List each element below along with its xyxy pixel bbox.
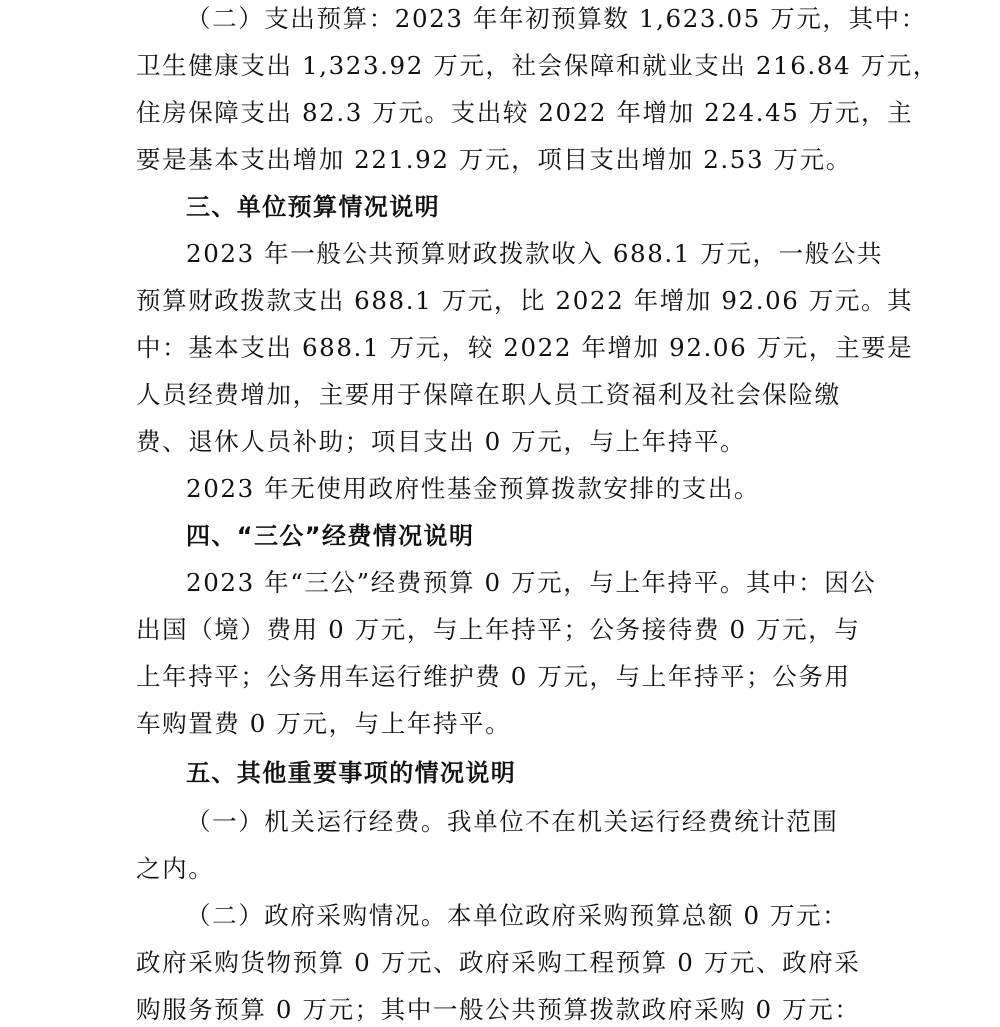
paragraph-operating-costs-line-2: 之内。: [136, 854, 215, 883]
paragraph-unit-budget-line-5: 费、退休人员补助；项目支出 0 万元，与上年持平。: [136, 427, 747, 456]
section-heading-3: 三、单位预算情况说明: [186, 193, 440, 221]
paragraph-unit-budget-line-4: 人员经费增加，主要用于保障在职人员工资福利及社会保险缴: [136, 380, 841, 409]
paragraph-expenditure-line-2: 卫生健康支出 1,323.92 万元，社会保障和就业支出 216.84 万元，: [136, 51, 939, 80]
paragraph-expenditure-line-3: 住房保障支出 82.3 万元。支出较 2022 年增加 224.45 万元，主: [136, 98, 914, 127]
paragraph-operating-costs-line-1: （一）机关运行经费。我单位不在机关运行经费统计范围: [186, 807, 839, 836]
paragraph-three-public-line-3: 上年持平；公务用车运行维护费 0 万元，与上年持平；公务用: [136, 662, 851, 691]
section-heading-5: 五、其他重要事项的情况说明: [186, 759, 517, 787]
paragraph-unit-budget-line-2: 预算财政拨款支出 688.1 万元，比 2022 年增加 92.06 万元。其: [136, 286, 914, 315]
paragraph-expenditure-line-1: （二）支出预算：2023 年年初预算数 1,623.05 万元，其中：: [186, 4, 927, 33]
paragraph-procurement-line-3: 购服务预算 0 万元；其中一般公共预算拨款政府采购 0 万元：: [136, 995, 861, 1024]
paragraph-three-public-line-1: 2023 年“三公”经费预算 0 万元，与上年持平。其中：因公: [186, 568, 877, 597]
paragraph-procurement-line-1: （二）政府采购情况。本单位政府采购预算总额 0 万元：: [186, 901, 849, 930]
paragraph-three-public-line-4: 车购置费 0 万元，与上年持平。: [136, 709, 512, 738]
paragraph-procurement-line-2: 政府采购货物预算 0 万元、政府采购工程预算 0 万元、政府采: [136, 948, 861, 977]
paragraph-unit-budget-line-3: 中：基本支出 688.1 万元，较 2022 年增加 92.06 万元，主要是: [136, 333, 914, 362]
paragraph-three-public-line-2: 出国（境）费用 0 万元，与上年持平；公务接待费 0 万元，与: [136, 615, 861, 644]
paragraph-expenditure-line-4: 要是基本支出增加 221.92 万元，项目支出增加 2.53 万元。: [136, 145, 852, 174]
paragraph-unit-budget-line-1: 2023 年一般公共预算财政拨款收入 688.1 万元，一般公共: [186, 239, 884, 268]
section-heading-4: 四、“三公”经费情况说明: [186, 522, 475, 550]
paragraph-fund-budget: 2023 年无使用政府性基金预算拨款安排的支出。: [186, 474, 761, 503]
